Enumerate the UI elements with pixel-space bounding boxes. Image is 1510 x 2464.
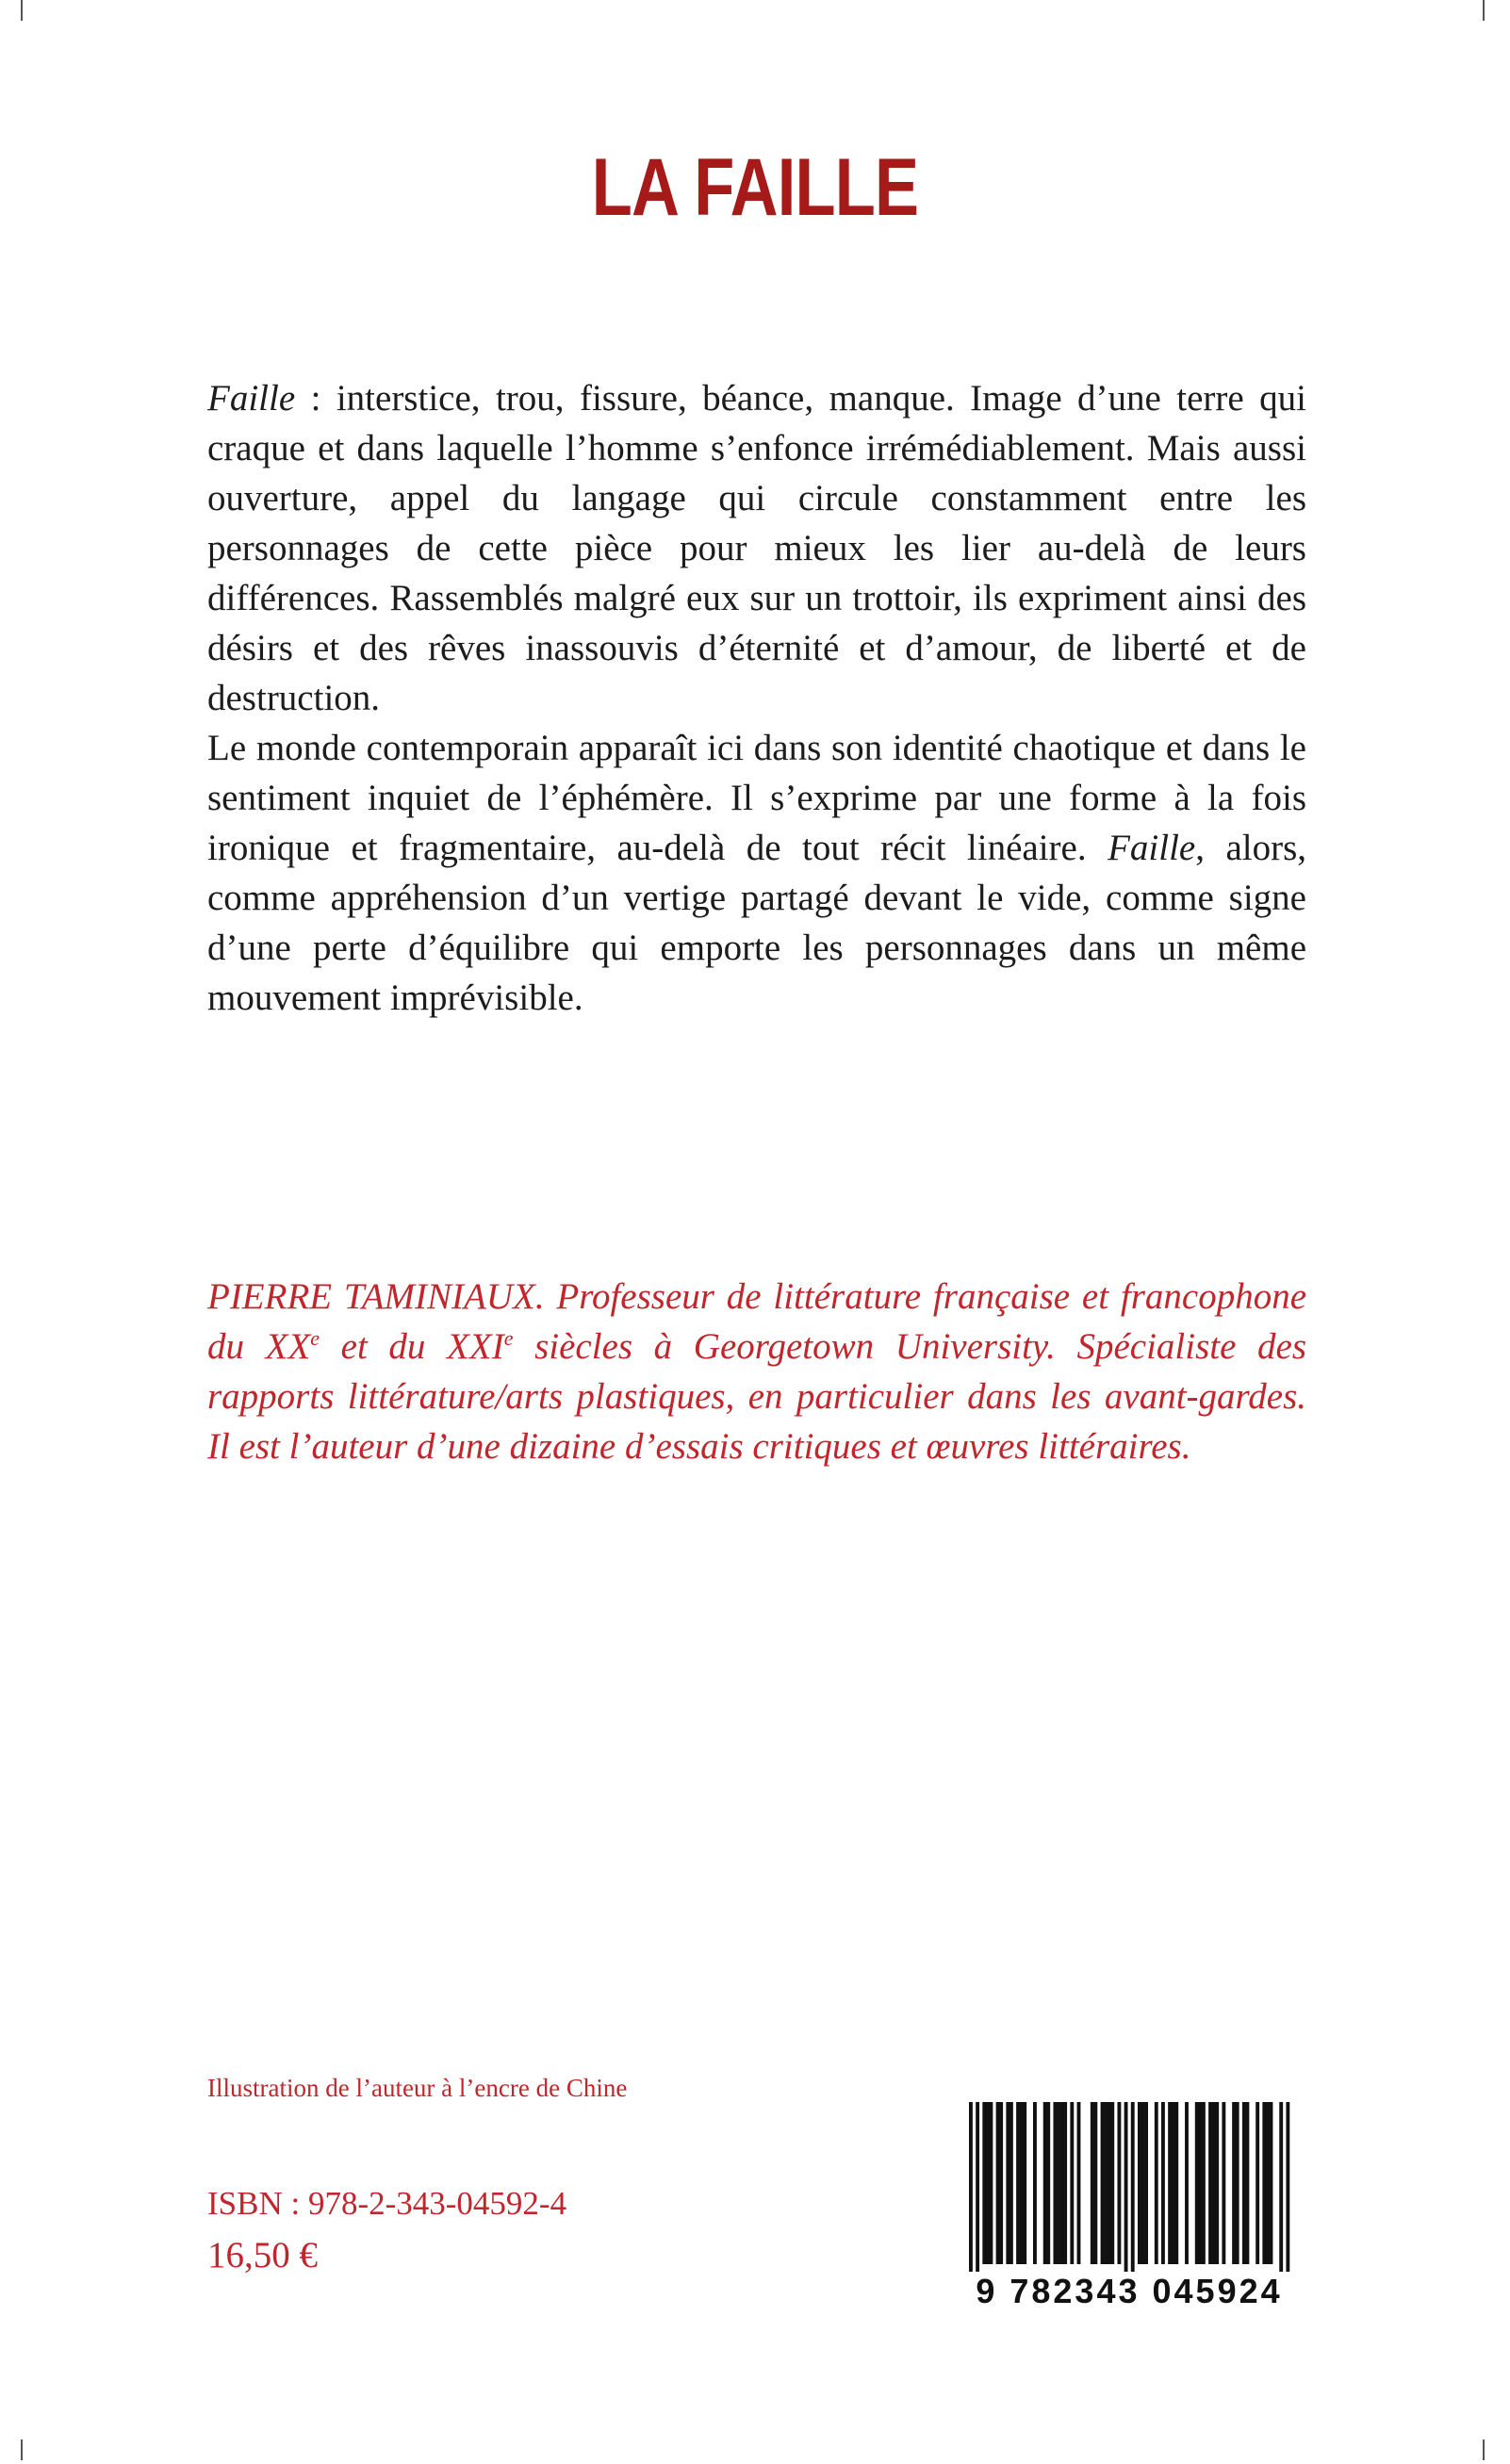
barcode-bar: [1212, 2102, 1216, 2264]
barcode-bar: [1195, 2102, 1199, 2264]
barcode-bar: [1110, 2102, 1114, 2264]
barcode-bar: [1168, 2102, 1172, 2264]
barcode-bar: [1174, 2102, 1178, 2264]
barcode-bar: [1053, 2102, 1057, 2264]
price-label: 16,50 €: [207, 2235, 318, 2275]
blurb-p2-start: Le monde contemporain apparaît ici dans son identité chaotique et dans le sentiment inquiet de l’éphémère. Il s’exprime par une forme à la fois ironique et fragmentaire, au-delà de tout récit linéaire.: [207, 728, 1306, 868]
crop-mark-top-left: [21, 0, 23, 21]
bio-part-1: PIERRE TAMINIAUX. Professeur de littérature française et francophone du XX: [207, 1276, 1306, 1367]
barcode-bar: [1185, 2102, 1189, 2264]
barcode-bar: [1236, 2102, 1239, 2264]
barcode-bar: [1202, 2102, 1206, 2264]
barcode-bar: [1057, 2102, 1060, 2264]
barcode-bar: [1266, 2102, 1270, 2264]
blurb-p2-end: , alors, comme appréhension d’un vertige partagé devant le vide, comme signe d’une perte d’équilibre qui emporte les personnages dans un même mouvement imprévisible.: [207, 828, 1307, 1018]
barcode-bar: [1020, 2102, 1024, 2264]
barcode-bar: [1144, 2102, 1148, 2264]
isbn-label: ISBN : 978-2-343-04592-4: [207, 2185, 567, 2222]
blurb-paragraph-2: [207, 723, 1306, 1023]
barcode-bar: [1131, 2102, 1135, 2272]
barcode-bar: [1198, 2102, 1202, 2264]
crop-mark-top-right: [1483, 0, 1485, 21]
back-cover-blurb: [207, 373, 1306, 1023]
barcode-bar: [1108, 2102, 1111, 2264]
barcode-bar: [969, 2102, 973, 2272]
barcode-bar: [1104, 2102, 1108, 2264]
barcode-bar: [976, 2102, 979, 2272]
book-title: LA FAILLE: [591, 142, 919, 233]
barcode-bar: [1046, 2102, 1050, 2264]
bio-part-3: siècles à Georgetown University. Spécialiste des rapports littérature/arts plastiques, en particulier dans les avant-gardes. Il est l’auteur d’une dizaine d’essais critiques et œuvres littéraires.: [207, 1326, 1307, 1467]
barcode-digits: 9 782343 045924: [976, 2272, 1283, 2310]
barcode-bar: [1279, 2102, 1283, 2272]
blurb-p2-emphasis: Faille: [1108, 828, 1196, 868]
author-bio: [207, 1272, 1306, 1471]
barcode-bar: [1172, 2102, 1175, 2264]
barcode-bar: [1091, 2102, 1094, 2264]
barcode-bar: [1009, 2102, 1013, 2264]
barcode-bar: [1262, 2102, 1266, 2264]
barcode-bar: [1063, 2102, 1067, 2264]
crop-mark-bottom-left: [21, 2439, 23, 2460]
barcode-bar: [1141, 2102, 1145, 2264]
barcode-bar: [982, 2102, 986, 2264]
bio-sup-2: e: [503, 1326, 514, 1350]
barcode-bar: [999, 2102, 1003, 2264]
barcode-bar: [1093, 2102, 1097, 2264]
barcode-bar: [1023, 2102, 1026, 2264]
barcode-bar: [1138, 2102, 1141, 2264]
barcode-bar: [1101, 2102, 1105, 2264]
barcode-bars: [954, 2098, 1305, 2272]
barcode-bar: [996, 2102, 1000, 2264]
barcode-bar: [1270, 2102, 1273, 2264]
barcode-bar: [1124, 2102, 1128, 2272]
barcode: [954, 2098, 1305, 2310]
barcode-bar: [1286, 2102, 1289, 2272]
barcode-bar: [1215, 2102, 1219, 2264]
blurb-lead-word: Faille: [207, 378, 296, 419]
bio-sup-1: e: [310, 1326, 320, 1350]
barcode-bar: [1033, 2102, 1037, 2264]
barcode-bar: [1161, 2102, 1165, 2264]
barcode-bar: [1155, 2102, 1158, 2264]
barcode-bar: [1208, 2102, 1212, 2264]
barcode-bar: [986, 2102, 990, 2264]
barcode-bar: [1070, 2102, 1074, 2264]
barcode-bar: [1222, 2102, 1225, 2264]
barcode-bar: [1043, 2102, 1047, 2264]
barcode-bar: [1077, 2102, 1081, 2264]
barcode-bar: [1232, 2102, 1236, 2264]
barcode-bar: [1006, 2102, 1009, 2264]
barcode-bar: [989, 2102, 993, 2264]
crop-mark-bottom-right: [1483, 2439, 1485, 2460]
barcode-bar: [1256, 2102, 1259, 2264]
blurb-p1-text: : interstice, trou, fissure, béance, manque. Image d’une terre qui craque et dans laquelle l’homme s’enfonce irrémédiablement. Mais aussi ouverture, appel du langage qui circule constamment entre les personnages de cette pièce pour mieux les lier au-delà de leurs différences. Rassemblés malgré eux sur un trottoir, ils expriment ainsi des désirs et des rêves inassouvis d’éternité et d’amour, de liberté et de destruction.: [207, 378, 1306, 718]
blurb-paragraph-1: [207, 373, 1306, 723]
bio-part-2: et du XXI: [320, 1326, 504, 1367]
barcode-bar: [1016, 2102, 1020, 2264]
barcode-bar: [1245, 2102, 1249, 2264]
barcode-bar: [1060, 2102, 1064, 2264]
barcode-bar: [1242, 2102, 1246, 2264]
barcode-bar: [1117, 2102, 1121, 2264]
illustration-credit: Illustration de l’auteur à l’encre de Chine: [207, 2074, 628, 2102]
